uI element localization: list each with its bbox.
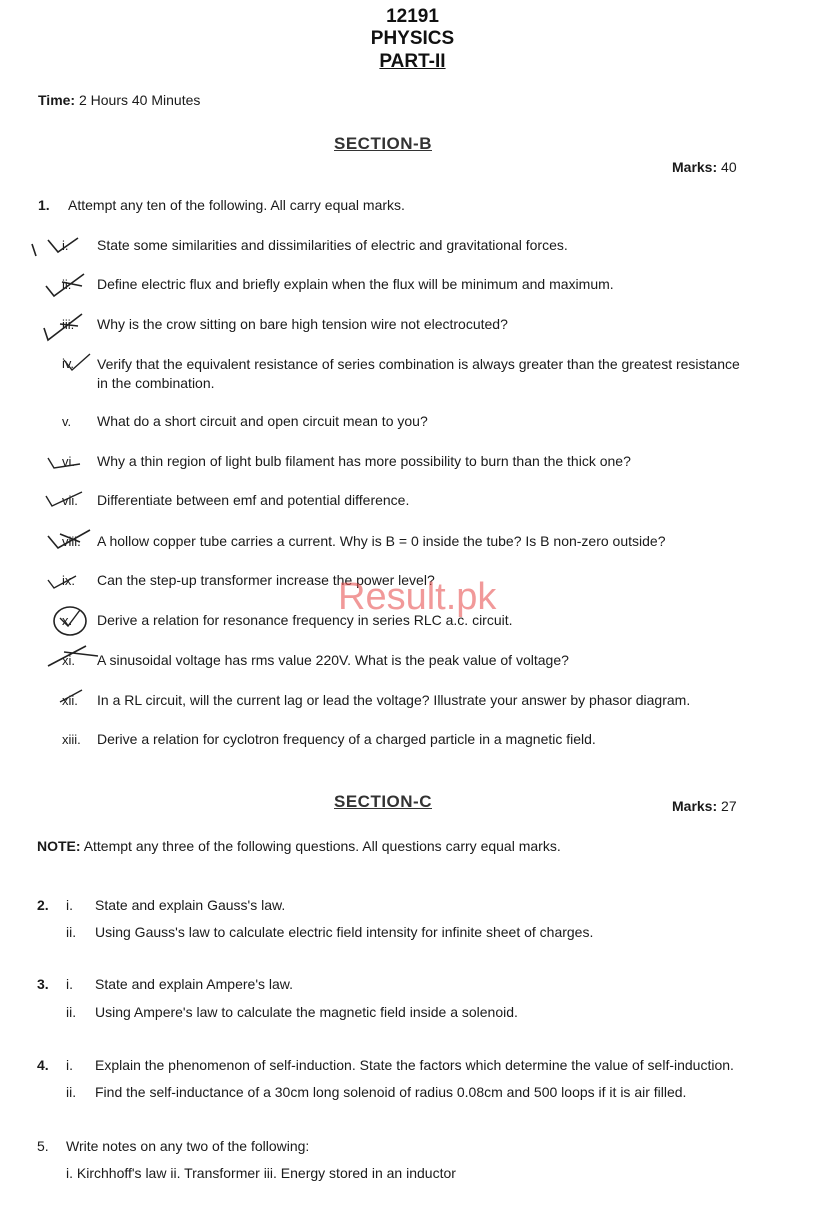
- item-text: A hollow copper tube carries a current. Why is B = 0 inside the tube? Is B non-zero outside?: [97, 533, 666, 549]
- part-number: ii.: [66, 1084, 77, 1100]
- handwritten-tick-icon: [44, 272, 94, 303]
- part-text: Find the self-inductance of a 30cm long solenoid of radius 0.08cm and 500 loops if it is air filled.: [95, 1084, 687, 1100]
- handwritten-tick-icon: [46, 528, 96, 557]
- part-text: Using Gauss's law to calculate electric field intensity for infinite sheet of charges.: [95, 924, 594, 940]
- question-number-1: 1.: [38, 197, 50, 213]
- question-number: 4.: [37, 1057, 49, 1073]
- handwritten-tick-icon: [46, 572, 82, 597]
- time-label: Time:: [38, 92, 76, 108]
- note-label: NOTE:: [37, 838, 81, 854]
- item-number: xi.: [62, 653, 75, 668]
- handwritten-tick-icon: [46, 452, 86, 479]
- item-text: Differentiate between emf and potential difference.: [97, 492, 410, 508]
- item-text: Derive a relation for resonance frequency in series RLC a.c. circuit.: [97, 612, 513, 628]
- question-number: 2.: [37, 897, 49, 913]
- item-number: viii.: [62, 534, 81, 549]
- item-number: xiii.: [62, 732, 81, 747]
- item-text: Derive a relation for cyclotron frequency of a charged particle in a magnetic field.: [97, 731, 596, 747]
- section-b-marks-value: 40: [721, 159, 737, 175]
- part-text: Explain the phenomenon of self-induction. State the factors which determine the value of self-induction.: [95, 1057, 734, 1073]
- part-text: State and explain Gauss's law.: [95, 897, 286, 913]
- item-number: iii.: [62, 317, 75, 332]
- item-number: x.: [62, 613, 73, 628]
- handwritten-tick-icon: [28, 234, 88, 265]
- part-number: ii.: [66, 1004, 77, 1020]
- question-options: i. Kirchhoff's law ii. Transformer iii. Energy stored in an inductor: [66, 1165, 456, 1181]
- part-text: State and explain Ampere's law.: [95, 976, 294, 992]
- note-text: Attempt any three of the following questions. All questions carry equal marks.: [83, 838, 561, 854]
- handwritten-circle-icon: [50, 604, 90, 643]
- item-number: ii.: [62, 277, 72, 292]
- item-number: v.: [62, 414, 72, 429]
- section-c-title: SECTION-C: [334, 792, 432, 811]
- item-text: Why a thin region of light bulb filament has more possibility to burn than the thick one?: [97, 453, 631, 469]
- watermark: Result.pk: [338, 576, 497, 618]
- time-value: 2 Hours 40 Minutes: [78, 92, 201, 108]
- part-text: Using Ampere's law to calculate the magnetic field inside a solenoid.: [95, 1004, 518, 1020]
- question-number: 5.: [37, 1138, 49, 1154]
- part-number: i.: [66, 897, 73, 913]
- item-number: ix.: [62, 573, 75, 588]
- question-number: 3.: [37, 976, 49, 992]
- section-b-instruction: Attempt any ten of the following. All carry equal marks.: [68, 197, 405, 213]
- item-number: xii.: [62, 693, 78, 708]
- part-number: i.: [66, 1057, 73, 1073]
- section-c-marks-label: Marks:: [672, 798, 718, 814]
- part-number: ii.: [66, 924, 77, 940]
- time-allowed: [38, 92, 200, 108]
- part-number: i.: [66, 976, 73, 992]
- item-number: iv.: [62, 356, 75, 371]
- item-text: Can the step-up transformer increase the power level?: [97, 572, 435, 588]
- handwritten-tick-icon: [58, 688, 88, 713]
- item-text: In a RL circuit, will the current lag or lead the voltage? Illustrate your answer by phasor diagram.: [97, 692, 691, 708]
- paper-code: 12191: [386, 6, 439, 27]
- section-b-title: SECTION-B: [334, 134, 432, 153]
- subject-title: PHYSICS: [370, 28, 455, 49]
- handwritten-tick-icon: [42, 312, 92, 347]
- section-c-marks: [672, 798, 737, 814]
- item-text: Define electric flux and briefly explain when the flux will be minimum and maximum.: [97, 276, 614, 292]
- part-title: PART-II: [379, 51, 446, 72]
- item-text: What do a short circuit and open circuit mean to you?: [97, 413, 428, 429]
- item-number: vi.: [62, 454, 75, 469]
- item-text: A sinusoidal voltage has rms value 220V. What is the peak value of voltage?: [97, 652, 569, 668]
- item-number: vii.: [62, 493, 78, 508]
- section-c-marks-value: 27: [721, 798, 737, 814]
- section-b-marks-label: Marks:: [672, 159, 718, 175]
- item-text: Verify that the equivalent resistance of series combination is always greater than the greatest resistance in the combination.: [97, 356, 740, 391]
- question-text: Write notes on any two of the following:: [66, 1138, 310, 1154]
- handwritten-tick-icon: [46, 644, 102, 675]
- section-b-marks: [672, 159, 737, 175]
- handwritten-tick-icon: [44, 490, 88, 517]
- item-number: i.: [62, 238, 69, 253]
- section-c-note: [37, 838, 561, 854]
- handwritten-tick-icon: [60, 352, 96, 379]
- item-text: State some similarities and dissimilarities of electric and gravitational forces.: [97, 237, 568, 253]
- item-text: Why is the crow sitting on bare high tension wire not electrocuted?: [97, 316, 508, 332]
